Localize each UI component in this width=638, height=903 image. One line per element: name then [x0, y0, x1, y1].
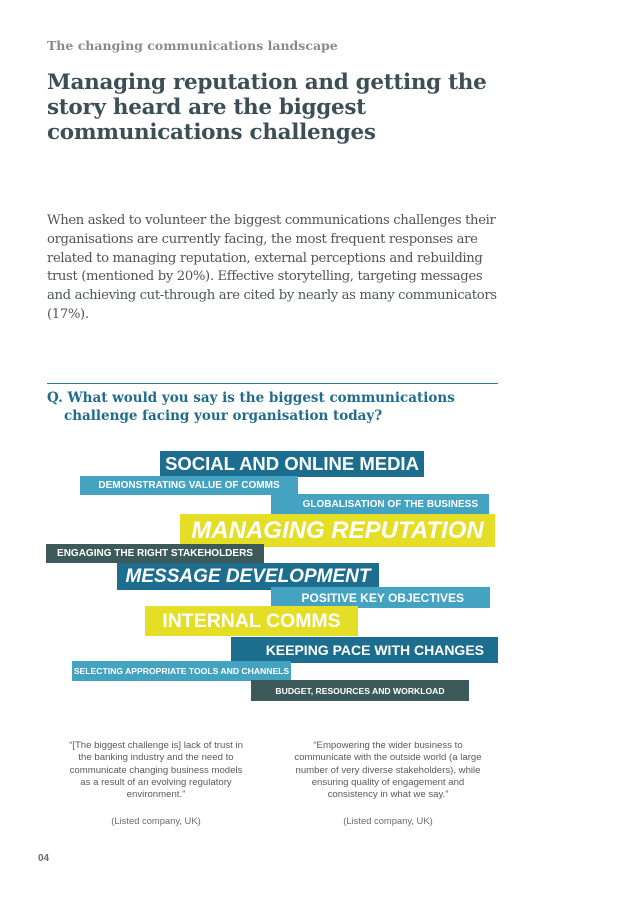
word-cloud-bar — [46, 544, 264, 563]
quote-right-attribution: (Listed company, UK) — [343, 815, 433, 826]
word-cloud-label: MANAGING REPUTATION — [191, 516, 484, 544]
word-cloud-bar — [271, 494, 489, 515]
word-cloud-bar — [117, 563, 379, 590]
word-cloud-label: SELECTING APPROPRIATE TOOLS AND CHANNELS — [73, 666, 290, 676]
word-cloud-label: ENGAGING THE RIGHT STAKEHOLDERS — [57, 548, 253, 559]
word-cloud-label: MESSAGE DEVELOPMENT — [125, 565, 371, 587]
quote-left: “[The biggest challenge is] lack of trust in the banking industry and the need to communicate changing business models as a result of an evolving regulatory environment.” — [69, 740, 243, 801]
word-cloud-label: SOCIAL AND ONLINE MEDIA — [165, 453, 419, 474]
word-cloud-label: INTERNAL COMMS — [162, 609, 341, 632]
word-cloud-bar — [271, 587, 490, 608]
quote-right: “Empowering the wider business to communicate with the outside world (a large number of very diverse stakeholders), while ensuring quality of engagement and consistency in what we say.” — [294, 740, 482, 801]
quote-left-attribution: (Listed company, UK) — [111, 815, 201, 826]
section-label: The changing communications landscape — [47, 38, 338, 53]
page-title: Managing reputation and getting the story heard are the biggest communications challenges — [47, 70, 487, 145]
word-cloud-label: KEEPING PACE WITH CHANGES — [265, 642, 484, 658]
word-cloud-bar — [72, 661, 291, 681]
intro-paragraph: When asked to volunteer the biggest communications challenges their organisations are currently facing, the most frequent responses are related to managing reputation, external perceptions and rebuilding trust (mentioned by 20%). Effective storytelling, targeting messages and achieving cut-through are cited by nearly as many communicators (17%). — [47, 213, 497, 322]
word-cloud-label: BUDGET, RESOURCES AND WORKLOAD — [275, 685, 445, 696]
divider-rule — [47, 383, 498, 384]
word-cloud-label: POSITIVE KEY OBJECTIVES — [301, 590, 464, 605]
word-cloud-bar — [231, 637, 498, 663]
word-cloud-bar — [80, 476, 298, 495]
word-cloud-label: DEMONSTRATING VALUE OF COMMS — [98, 480, 280, 491]
word-cloud-bar — [160, 451, 424, 477]
survey-question: Q. What would you say is the biggest communications challenge facing your organisation today? — [47, 390, 455, 424]
word-cloud-label: GLOBALISATION OF THE BUSINESS — [302, 499, 478, 510]
word-cloud-bar — [180, 514, 495, 547]
page-number: 04 — [38, 853, 50, 864]
word-cloud-bar — [145, 606, 358, 636]
word-cloud-bar — [251, 680, 469, 701]
